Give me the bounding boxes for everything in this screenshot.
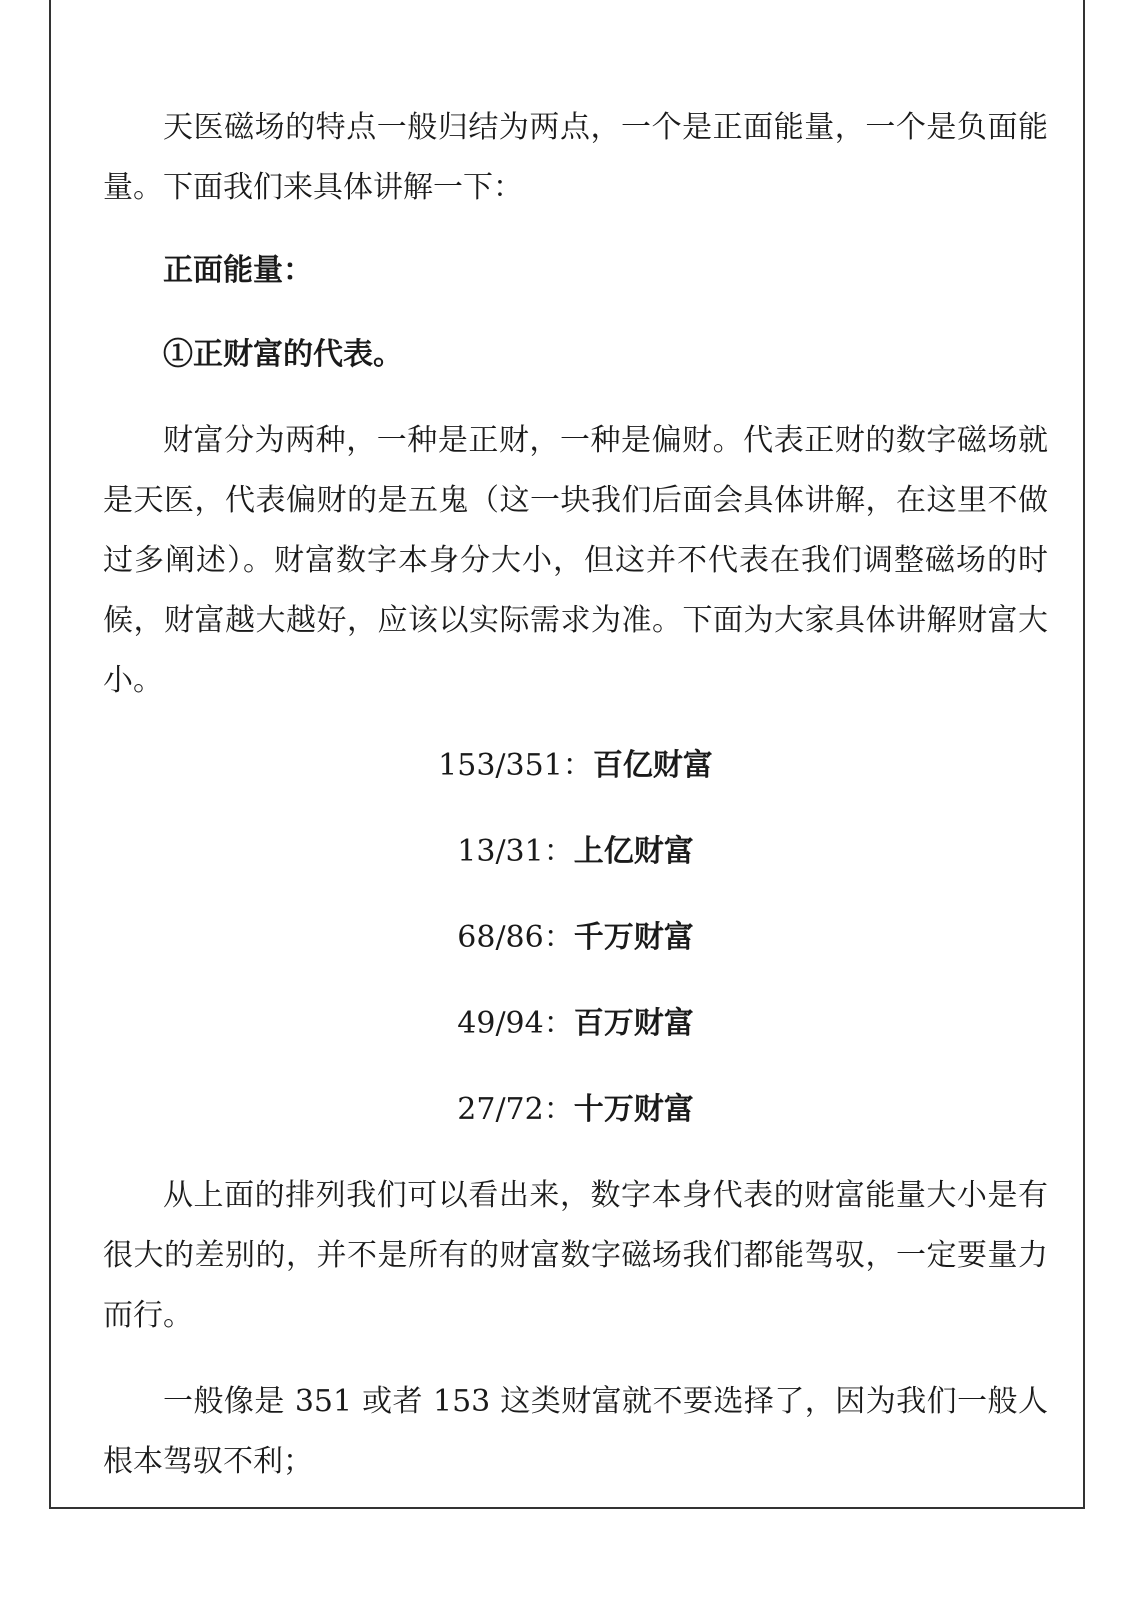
wealth-label: 十万财富 [573,1092,694,1127]
wealth-label: 上亿财富 [573,834,694,869]
observation-paragraph: 从上面的排列我们可以看出来，数字本身代表的财富能量大小是有很大的差别的，并不是所有的财富数字磁场我们都能驾驭，一定要量力而行。 [103,1178,1048,1333]
heading-positive-energy: 正面能量： [163,253,313,288]
wealth-label: 百亿财富 [592,748,713,783]
wealth-level-list [103,736,1048,1140]
heading-item-1: ①正财富的代表。 [163,337,403,372]
wealth-label: 百万财富 [573,1006,694,1041]
wealth-numbers: 27/72： [457,1092,574,1127]
wealth-numbers: 68/86： [457,920,574,955]
wealth-numbers: 49/94： [457,1006,574,1041]
wealth-level-row [103,1080,1048,1140]
document-body [103,98,1048,1492]
wealth-level-row [103,994,1048,1054]
wealth-numbers: 153/351： [438,748,593,783]
intro-paragraph: 天医磁场的特点一般归结为两点，一个是正面能量，一个是负面能量。下面我们来具体讲解一下： [103,110,1048,205]
wealth-label: 千万财富 [573,920,694,955]
wealth-numbers: 13/31： [457,834,574,869]
wealth-level-row [103,908,1048,968]
wealth-level-row [103,822,1048,882]
advice-paragraph: 一般像是 351 或者 153 这类财富就不要选择了，因为我们一般人根本驾驭不利； [103,1384,1048,1479]
wealth-level-row [103,736,1048,796]
wealth-types-paragraph: 财富分为两种，一种是正财，一种是偏财。代表正财的数字磁场就是天医，代表偏财的是五鬼（这一块我们后面会具体讲解，在这里不做过多阐述）。财富数字本身分大小，但这并不代表在我们调整磁场的时候，财富越大越好，应该以实际需求为准。下面为大家具体讲解财富大小。 [103,423,1048,698]
